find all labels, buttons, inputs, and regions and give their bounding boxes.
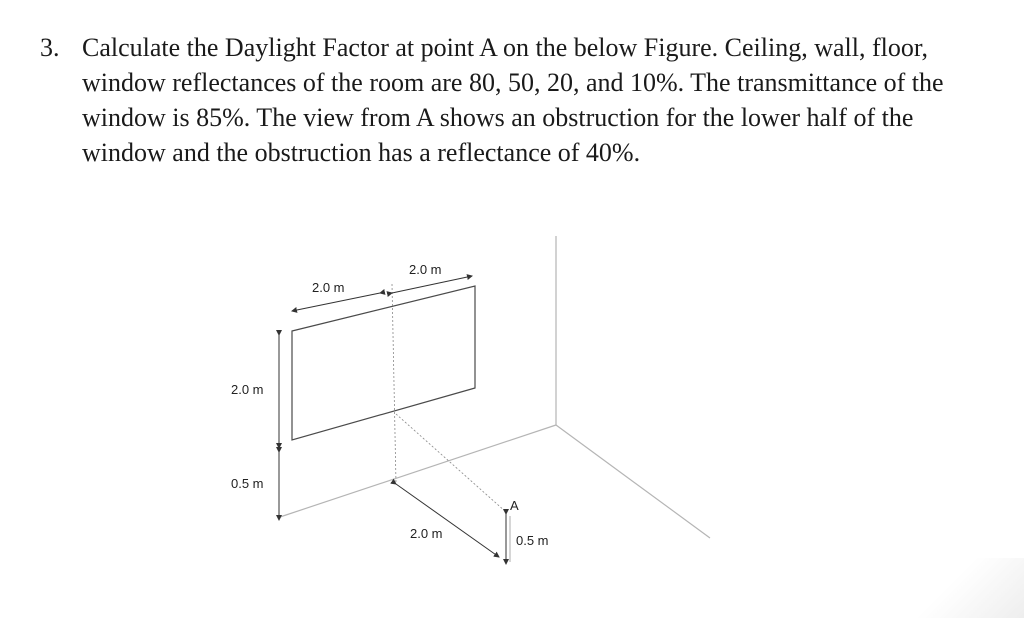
sill-height-label: 0.5 m (231, 476, 264, 491)
window-height-label: 2.0 m (231, 382, 264, 397)
point-a-label: A (510, 498, 519, 513)
corner-shadow (904, 558, 1024, 618)
width-right-dimension-arrow (392, 276, 472, 293)
question-number: 3. (40, 33, 60, 62)
window-centerline-dotted (392, 284, 396, 484)
sightline-dotted (396, 414, 506, 512)
question-text: Calculate the Daylight Factor at point A on the below Figure. Ceiling, wall, floor, window reflectances of the room are 80, 50, 20, and 10%. The transmittance of the window is 85%. The view from A shows an obstruction for the lower half of the window and the obstruction has a reflectance of 40%. (82, 33, 944, 167)
depth-label: 2.0 m (410, 526, 443, 541)
window-rectangle (292, 286, 475, 440)
point-height-label: 0.5 m (516, 533, 549, 548)
width-left-dimension-arrow (292, 293, 380, 311)
side-floor-edge-line (556, 425, 710, 538)
width-right-label: 2.0 m (409, 262, 442, 277)
width-left-label: 2.0 m (312, 280, 345, 295)
depth-dimension-arrow (396, 484, 499, 557)
